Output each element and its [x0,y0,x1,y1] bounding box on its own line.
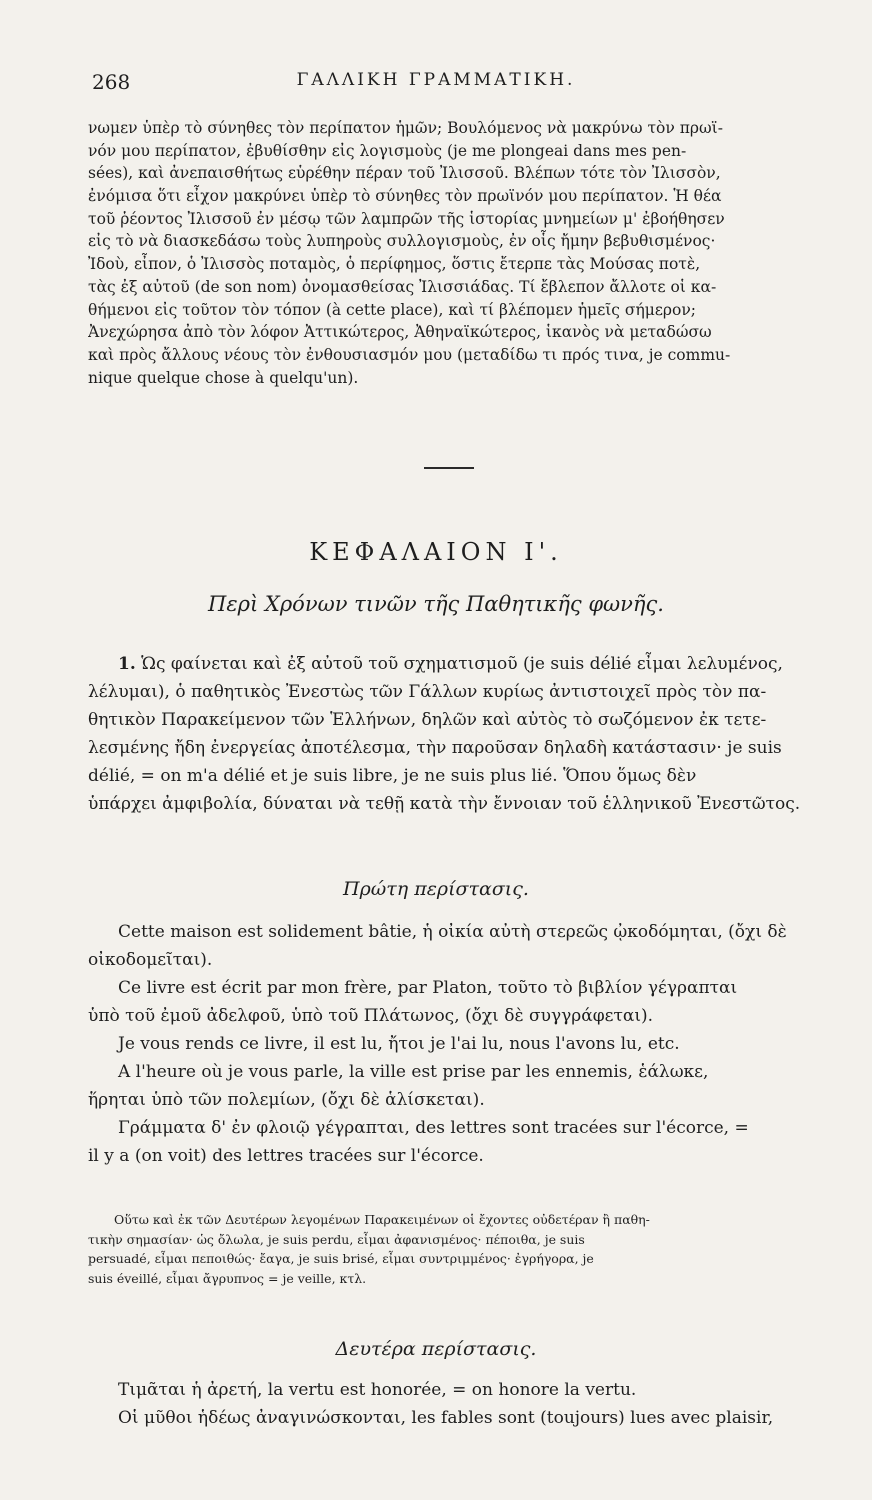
text-line: ὑπάρχει ἀμφιβολία, δύναται νὰ τεθῇ κατὰ τὴν ἔννοιαν τοῦ ἑλληνικοῦ Ἐνεστῶτος. [88,794,801,814]
text-line: λεσμένης ἤδη ἐνεργείας ἀποτέλεσμα, τὴν παροῦσαν δηλαδὴ κατάστασιν· je suis [88,738,782,758]
text-line: délié, = on m'a délié et je suis libre, je ne suis plus lié. Ὅπου ὅμως δὲν [88,766,697,786]
section-number: 1. [118,654,136,674]
running-title: ΓΑΛΛΙΚΗ ΓΡΑΜΜΑΤΙΚΗ. [296,70,576,90]
text-line: ἐνόμισα ὅτι εἶχον μακρύνει ὑπὲρ τὸ σύνηθες τὸν πρωϊνόν μου περίπατον. Ἡ θέα [88,187,722,206]
example-line: Ce livre est écrit par mon frère, par Platon, τοῦτο τὸ βιβλίον γέγραπται [118,978,738,998]
example-line: il y a (on voit) des lettres tracées sur l'écorce. [88,1146,484,1166]
text-line [88,650,818,678]
text-line: νόν μου περίπατον, ἐβυθίσθην εἰς λογισμοὺς (je me plongeai dans mes pen- [88,141,687,160]
text-line: sées), καὶ ἀνεπαισθήτως εὑρέθην πέραν τοῦ Ἰλισσοῦ. Βλέπων τότε τὸν Ἰλισσὸν, [88,164,721,183]
text-line-content: Ὡς φαίνεται καὶ ἐξ αὐτοῦ τοῦ σχηματισμοῦ (je suis délié εἶμαι λελυμένος, [141,654,783,674]
text-line: θητικὸν Παρακείμενον τῶν Ἑλλήνων, δηλῶν καὶ αὐτὸς τὸ σωζόμενον ἐκ τετε- [88,710,767,730]
example-line: Je vous rends ce livre, il est lu, ἤτοι je l'ai lu, nous l'avons lu, etc. [118,1034,680,1054]
second-case-examples [88,1376,818,1432]
text-line: τοῦ ῥέοντος Ἰλισσοῦ ἐν μέσῳ τῶν λαμπρῶν τῆς ἱστορίας μνημείων μ' ἐβοήθησεν [88,209,725,228]
chapter-title: ΚΕΦΑΛΑΙΟΝ Ι'. [309,538,563,566]
text-line: καὶ πρὸς ἄλλους νέους τὸν ἐνθουσιασμόν μου (μεταδίδω τι πρός τινα, je commu- [88,345,731,364]
note-line: persuadé, εἶμαι πεποιθώς· ἔαγα, je suis brisé, εἶμαι συντριμμένος· ἐγρήγορα, je [88,1251,594,1266]
text-line: νωμεν ὑπὲρ τὸ σύνηθες τὸν περίπατον ἡμῶν; Βουλόμενος νὰ μακρύνω τὸν πρωϊ- [88,119,723,137]
text-line: Ἀνεχώρησα ἀπὸ τὸν λόφον Ἀττικώτερος, Ἀθηναϊκώτερος, ἱκανὸς νὰ μεταδώσω [88,323,712,342]
note-line: suis éveillé, εἶμαι ἄγρυπνος = je veille, κτλ. [88,1270,367,1286]
text-line: θήμενοι εἰς τοῦτον τὸν τόπον (à cette place), καὶ τί βλέπομεν ἡμεῖς σήμερον; [88,300,696,319]
page-number: 268 [92,70,131,94]
example-line: ἥρηται ὑπὸ τῶν πολεμίων, (ὄχι δὲ ἁλίσκεται). [88,1090,485,1110]
example-line: Τιμᾶται ἡ ἀρετή, la vertu est honorée, = on honore la vertu. [118,1380,637,1400]
footnote-paragraph [88,1210,818,1288]
example-line: Γράμματα δ' ἐν φλοιῷ γέγραπται, des lettres sont tracées sur l'écorce, = [118,1118,749,1138]
note-line: Οὕτω καὶ ἐκ τῶν Δευτέρων λεγομένων Παρακειμένων οἱ ἔχοντες οὐδετέραν ἢ παθη- [114,1212,650,1227]
text-line: λέλυμαι), ὁ παθητικὸς Ἐνεστὼς τῶν Γάλλων κυρίως ἀντιστοιχεῖ πρὸς τὸν πα- [88,682,767,702]
first-case-examples [88,918,818,1170]
intro-paragraph [88,117,818,389]
heading-first-case: Πρώτη περίστασις. [343,878,529,900]
example-line: ὑπὸ τοῦ ἐμοῦ ἀδελφοῦ, ὑπὸ τοῦ Πλάτωνος, (ὄχι δὲ συγγράφεται). [88,1006,654,1026]
section-1-paragraph [88,650,818,818]
running-head [92,70,780,98]
heading-second-case: Δευτέρα περίστασις. [335,1338,537,1360]
example-line: οἰκοδομεῖται). [88,950,213,970]
text-line: τὰς ἐξ αὐτοῦ (de son nom) ὀνομασθείσας Ἰλισσιάδας. Τί ἔβλεπον ἄλλοτε οἱ κα- [88,277,717,296]
example-line: A l'heure où je vous parle, la ville est prise par les ennemis, ἑάλωκε, [118,1062,709,1082]
example-line: Cette maison est solidement bâtie, ἡ οἰκία αὐτὴ στερεῶς ᾠκοδόμηται, (ὄχι δὲ [118,922,787,942]
text-line: nique quelque chose à quelqu'un). [88,368,359,387]
chapter-subtitle: Περὶ Χρόνων τινῶν τῆς Παθητικῆς φωνῆς. [208,592,664,616]
text-line: εἰς τὸ νὰ διασκεδάσω τοὺς λυπηροὺς συλλογισμοὺς, ἐν οἷς ἤμην βεβυθισμένος· [88,232,716,251]
example-line: Οἱ μῦθοι ἡδέως ἀναγινώσκονται, les fables sont (toujours) lues avec plaisir, [118,1408,774,1428]
section-divider [424,467,474,469]
text-line: Ἰδοὺ, εἶπον, ὁ Ἰλισσὸς ποταμὸς, ὁ περίφημος, ὅστις ἔτερπε τὰς Μούσας ποτὲ, [88,255,701,274]
note-line: τικὴν σημασίαν· ὡς ὄλωλα, je suis perdu, εἶμαι ἀφανισμένος· πέποιθα, je suis [88,1231,585,1247]
